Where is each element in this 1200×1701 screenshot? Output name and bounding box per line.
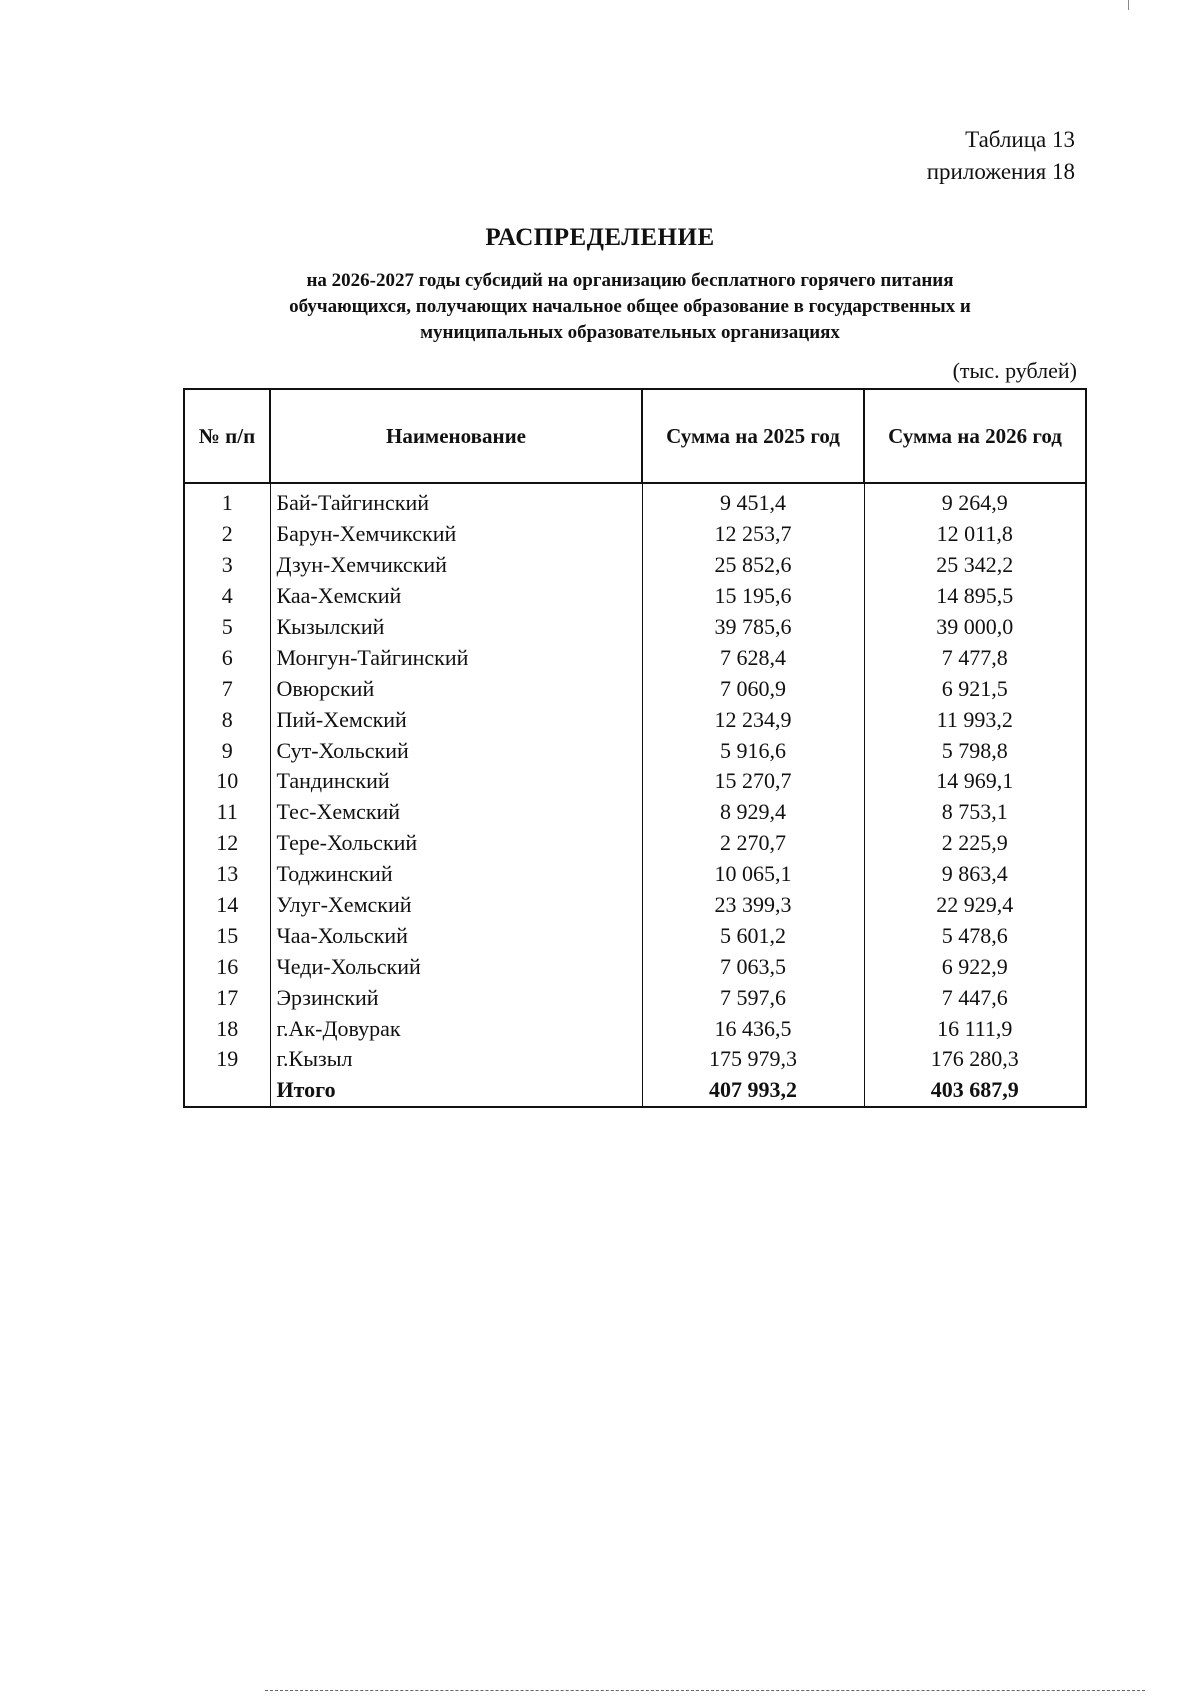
row-sum-2025: 12 234,9 [642,704,864,735]
row-sum-2025: 7 063,5 [642,951,864,982]
row-sum-2026: 11 993,2 [864,704,1086,735]
row-name: Каа-Хемский [270,581,642,612]
table-body [184,483,1086,1107]
row-sum-2026: 14 969,1 [864,766,1086,797]
row-name: Бай-Тайгинский [270,483,642,519]
row-sum-2026: 8 753,1 [864,797,1086,828]
row-sum-2026: 6 922,9 [864,951,1086,982]
header-sum-2026: Сумма на 2026 год [864,389,1086,483]
scan-mark [1128,0,1129,10]
row-sum-2026: 6 921,5 [864,673,1086,704]
table-row [184,642,1086,673]
table-row [184,581,1086,612]
subtitle-line: на 2026-2027 годы субсидий на организацию бесплатного горячего питания [306,270,954,291]
document-subtitle [220,268,1040,346]
table-row [184,797,1086,828]
table-row [184,951,1086,982]
total-sum-2026: 403 687,9 [864,1075,1086,1107]
row-sum-2025: 15 195,6 [642,581,864,612]
row-name: Тандинский [270,766,642,797]
row-name: Овюрский [270,673,642,704]
appendix-number: приложения 18 [926,159,1075,184]
row-sum-2026: 22 929,4 [864,890,1086,921]
row-name: Кызылский [270,612,642,643]
row-sum-2025: 7 060,9 [642,673,864,704]
row-number: 6 [184,642,270,673]
table-row [184,550,1086,581]
row-number: 1 [184,483,270,519]
row-number: 9 [184,735,270,766]
row-number: 8 [184,704,270,735]
row-number: 7 [184,673,270,704]
table-row [184,704,1086,735]
row-sum-2026: 2 225,9 [864,828,1086,859]
row-name: Чаа-Хольский [270,920,642,951]
row-sum-2026: 176 280,3 [864,1044,1086,1075]
total-label: Итого [270,1075,642,1107]
table-reference [927,124,1075,188]
row-name: г.Ак-Довурак [270,1013,642,1044]
row-sum-2025: 7 628,4 [642,642,864,673]
table-row [184,766,1086,797]
row-name: Тес-Хемский [270,797,642,828]
row-number: 12 [184,828,270,859]
total-row [184,1075,1086,1107]
table-row [184,1044,1086,1075]
row-name: Чеди-Хольский [270,951,642,982]
footer-line [265,1690,1145,1691]
table-row [184,859,1086,890]
row-sum-2025: 175 979,3 [642,1044,864,1075]
distribution-table [183,388,1087,1108]
subtitle-line: муниципальных образовательных организациях [420,322,840,343]
row-sum-2025: 25 852,6 [642,550,864,581]
row-name: Эрзинский [270,982,642,1013]
row-number: 14 [184,890,270,921]
row-number: 16 [184,951,270,982]
row-sum-2025: 5 916,6 [642,735,864,766]
row-sum-2025: 7 597,6 [642,982,864,1013]
header-number: № п/п [184,389,270,483]
row-number: 10 [184,766,270,797]
row-number: 17 [184,982,270,1013]
row-sum-2025: 39 785,6 [642,612,864,643]
row-sum-2026: 5 478,6 [864,920,1086,951]
row-name: Тоджинский [270,859,642,890]
row-number: 4 [184,581,270,612]
row-sum-2026: 9 863,4 [864,859,1086,890]
row-number: 2 [184,519,270,550]
subtitle-line: обучающихся, получающих начальное общее образование в государственных и [289,296,971,317]
total-number [184,1075,270,1107]
table-row [184,612,1086,643]
row-name: Монгун-Тайгинский [270,642,642,673]
row-sum-2026: 14 895,5 [864,581,1086,612]
row-name: г.Кызыл [270,1044,642,1075]
table-row [184,828,1086,859]
row-sum-2026: 39 000,0 [864,612,1086,643]
header-name: Наименование [270,389,642,483]
table-row [184,920,1086,951]
row-name: Сут-Хольский [270,735,642,766]
row-sum-2026: 25 342,2 [864,550,1086,581]
row-sum-2025: 2 270,7 [642,828,864,859]
row-sum-2025: 23 399,3 [642,890,864,921]
total-sum-2025: 407 993,2 [642,1075,864,1107]
table-row [184,735,1086,766]
row-sum-2026: 7 477,8 [864,642,1086,673]
header-sum-2025: Сумма на 2025 год [642,389,864,483]
row-sum-2026: 12 011,8 [864,519,1086,550]
row-name: Дзун-Хемчикский [270,550,642,581]
row-name: Пий-Хемский [270,704,642,735]
row-sum-2026: 9 264,9 [864,483,1086,519]
table-number: Таблица 13 [965,127,1075,152]
row-number: 15 [184,920,270,951]
row-sum-2025: 9 451,4 [642,483,864,519]
row-name: Тере-Хольский [270,828,642,859]
table-row [184,1013,1086,1044]
row-sum-2025: 5 601,2 [642,920,864,951]
units-label: (тыс. рублей) [952,358,1077,383]
row-sum-2026: 5 798,8 [864,735,1086,766]
row-name: Улуг-Хемский [270,890,642,921]
row-number: 11 [184,797,270,828]
table-row [184,982,1086,1013]
row-sum-2026: 7 447,6 [864,982,1086,1013]
table-header-row [184,389,1086,483]
row-sum-2025: 12 253,7 [642,519,864,550]
row-sum-2026: 16 111,9 [864,1013,1086,1044]
row-name: Барун-Хемчикский [270,519,642,550]
table-row [184,890,1086,921]
row-number: 19 [184,1044,270,1075]
row-sum-2025: 15 270,7 [642,766,864,797]
row-sum-2025: 10 065,1 [642,859,864,890]
row-sum-2025: 8 929,4 [642,797,864,828]
table-row [184,483,1086,519]
document-title: РАСПРЕДЕЛЕНИЕ [485,224,715,251]
table-row [184,673,1086,704]
row-number: 5 [184,612,270,643]
row-sum-2025: 16 436,5 [642,1013,864,1044]
table-row [184,519,1086,550]
row-number: 3 [184,550,270,581]
row-number: 13 [184,859,270,890]
row-number: 18 [184,1013,270,1044]
